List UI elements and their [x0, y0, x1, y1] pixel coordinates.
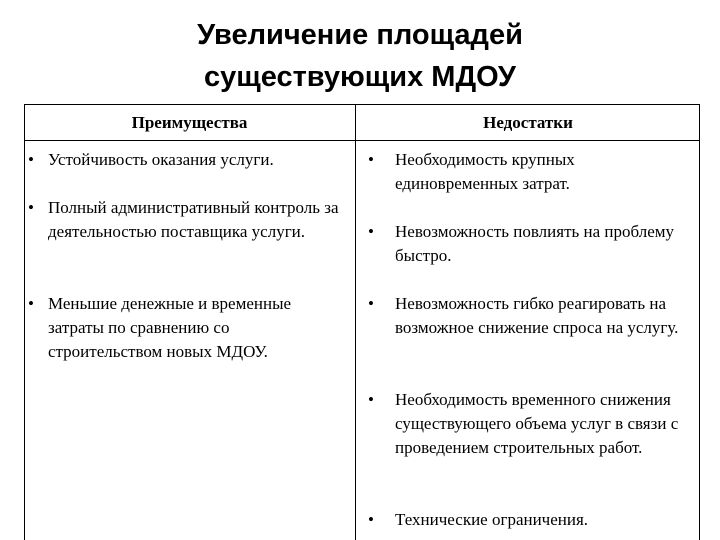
advantage-text: Устойчивость оказания услуги. — [48, 150, 274, 169]
title-line-2: существующих МДОУ — [204, 61, 516, 93]
title-line-1: Увеличение площадей — [197, 19, 523, 51]
disadvantage-item-3 — [368, 292, 698, 340]
disadvantages-header: Недостатки — [483, 113, 573, 132]
advantage-item-3 — [28, 292, 348, 364]
advantage-item-1 — [28, 148, 348, 172]
advantage-text: Меньшие денежные и временные затраты по сравнению со строительством новых МДОУ. — [48, 294, 292, 361]
disadvantage-item-4 — [368, 388, 698, 460]
advantage-item-2 — [28, 196, 348, 244]
disadvantage-item-1 — [368, 148, 698, 196]
disadvantage-text: Невозможность гибко реагировать на возможное снижение спроса на услугу. — [395, 294, 679, 337]
bullet-icon: • — [368, 510, 374, 529]
disadvantage-text: Необходимость временного снижения существующего объема услуг в связи с проведением строительных работ. — [395, 390, 679, 457]
table-column-divider — [355, 104, 356, 540]
bullet-icon: • — [368, 150, 374, 169]
slide-title — [0, 14, 720, 98]
advantages-header: Преимущества — [131, 113, 248, 132]
disadvantage-item-2 — [368, 220, 698, 268]
bullet-icon: • — [368, 222, 374, 241]
disadvantage-text: Технические ограничения. — [395, 510, 589, 529]
bullet-icon: • — [28, 294, 34, 313]
bullet-icon: • — [368, 294, 374, 313]
table-header-divider — [24, 140, 700, 141]
disadvantage-text: Невозможность повлиять на проблему быстро. — [395, 222, 675, 265]
disadvantage-item-5 — [368, 508, 698, 532]
bullet-icon: • — [28, 150, 34, 169]
bullet-icon: • — [28, 198, 34, 217]
advantage-text: Полный административный контроль за деятельностью поставщика услуги. — [48, 198, 339, 241]
bullet-icon: • — [368, 390, 374, 409]
disadvantage-text: Необходимость крупных единовременных затрат. — [395, 150, 575, 193]
